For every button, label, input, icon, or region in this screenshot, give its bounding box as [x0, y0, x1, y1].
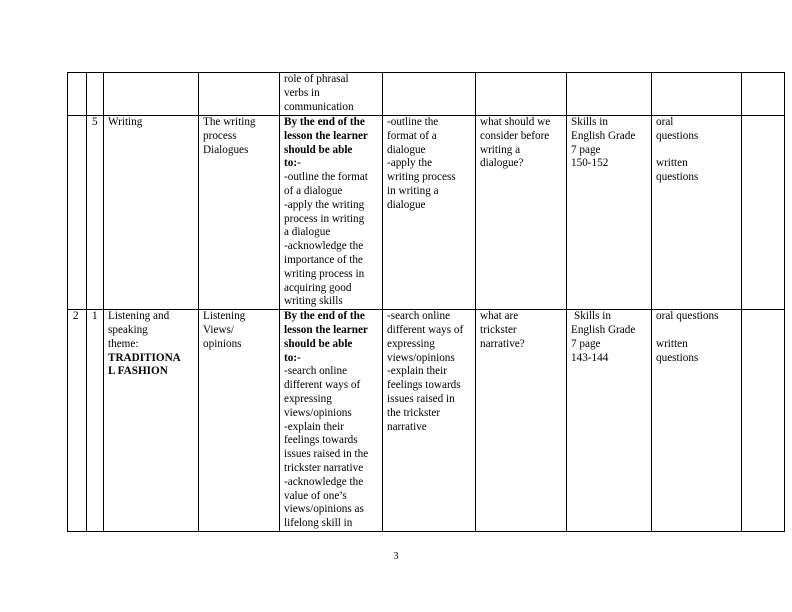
outcome-line: writing process in: [284, 267, 365, 280]
learning-experiences-cell: [383, 310, 476, 532]
inquiry-line: what should we: [480, 116, 551, 128]
learning-experiences-cell: [383, 73, 476, 116]
week-cell: [68, 73, 87, 116]
assessment-cell: [652, 116, 742, 310]
strand-cell: [104, 116, 199, 310]
table-row: [68, 310, 785, 532]
outcome-line: different ways of: [284, 379, 361, 392]
experience-line: the trickster: [387, 406, 441, 419]
experience-line: format of a: [387, 129, 437, 142]
assessment-line: oral: [656, 116, 674, 128]
inquiry-question-cell: [476, 310, 567, 532]
assessment-line: oral questions: [656, 310, 719, 323]
experience-line: -search online: [387, 310, 451, 323]
lesson-cell: [87, 73, 104, 116]
lesson-cell: [87, 310, 104, 532]
assessment-line: written: [656, 337, 688, 350]
learning-outcomes-cell: [280, 73, 383, 116]
sub-strand-line: opinions: [203, 337, 242, 350]
lesson-cell: [87, 116, 104, 310]
sub-strand-cell: [199, 73, 280, 116]
sub-strand-cell: [199, 116, 280, 310]
strand-line: Listening and: [108, 310, 170, 323]
lesson-number: 5: [92, 116, 98, 128]
outcome-line: acquiring good: [284, 281, 352, 294]
outcome-line: expressing: [284, 392, 332, 405]
theme-line: L FASHION: [108, 365, 168, 378]
outcome-line: -outline the format: [284, 171, 368, 184]
assessment-line: written: [656, 157, 688, 170]
assessment-cell: [652, 310, 742, 532]
assessment-line: questions: [656, 129, 699, 142]
resource-line: 143-144: [571, 351, 609, 364]
experience-line: in writing a: [387, 184, 439, 197]
outcome-line: issues raised in the: [284, 448, 369, 461]
resource-line: Skills in: [574, 310, 611, 323]
outcome-line: -apply the writing: [284, 198, 365, 211]
remarks-cell: [742, 310, 785, 532]
outcome-line: -explain their: [284, 420, 344, 433]
outcome-intro-line: to:-: [284, 157, 301, 170]
strand-line: Writing: [108, 116, 143, 128]
inquiry-line: consider before: [480, 129, 550, 142]
week-cell: [68, 310, 87, 532]
learning-resources-cell: [567, 310, 652, 532]
inquiry-question-cell: [476, 73, 567, 116]
table-row: [68, 116, 785, 310]
remarks-cell: [742, 73, 785, 116]
resource-line: Skills in: [571, 116, 608, 128]
week-cell: [68, 116, 87, 310]
learning-outcomes-cell: [280, 310, 383, 532]
outcome-line: importance of the: [284, 253, 363, 266]
outcome-intro-line: lesson the learner: [284, 323, 368, 336]
sub-strand-line: Views/: [203, 323, 235, 336]
scheme-of-work-table: [67, 72, 785, 532]
inquiry-line: narrative?: [480, 337, 525, 350]
sub-strand-line: Listening: [203, 310, 246, 323]
experience-line: feelings towards: [387, 379, 461, 392]
strand-cell: [104, 73, 199, 116]
inquiry-line: trickster: [480, 323, 517, 336]
learning-resources-cell: [567, 116, 652, 310]
assessment-cell: [652, 73, 742, 116]
outcome-line: process in writing: [284, 212, 365, 225]
outcome-line: verbs in: [284, 86, 320, 99]
spacer: [656, 324, 737, 338]
experience-line: dialogue: [387, 143, 426, 156]
experience-line: different ways of: [387, 323, 464, 336]
outcome-intro-line: should be able: [284, 143, 353, 156]
inquiry-line: what are: [480, 310, 519, 323]
outcome-line: of a dialogue: [284, 184, 343, 197]
assessment-line: questions: [656, 351, 699, 364]
outcome-line: -acknowledge the: [284, 240, 364, 253]
lesson-number: 1: [92, 310, 98, 323]
outcome-line: trickster narrative: [284, 461, 364, 474]
learning-outcomes-cell: [280, 116, 383, 310]
page-number: 3: [393, 551, 399, 562]
outcome-intro-line: By the end of the: [284, 310, 365, 323]
resource-line: 150-152: [571, 157, 609, 170]
outcome-intro-line: lesson the learner: [284, 129, 368, 142]
sub-strand-line: Dialogues: [203, 143, 249, 156]
outcome-intro-line: to:-: [284, 351, 301, 364]
sub-strand-cell: [199, 310, 280, 532]
experience-line: narrative: [387, 420, 427, 433]
resource-line: 7 page: [571, 143, 601, 156]
outcome-line: views/opinions: [284, 406, 352, 419]
strand-line: speaking: [108, 323, 148, 336]
outcome-line: value of one’s: [284, 489, 347, 502]
experience-line: -outline the: [387, 116, 439, 128]
experience-line: expressing: [387, 337, 435, 350]
inquiry-line: dialogue?: [480, 157, 524, 170]
theme-line: TRADITIONA: [108, 351, 181, 364]
outcome-intro-line: should be able: [284, 337, 353, 350]
sub-strand-line: process: [203, 129, 237, 142]
outcome-line: role of phrasal: [284, 73, 349, 85]
outcome-line: writing skills: [284, 295, 343, 308]
learning-experiences-cell: [383, 116, 476, 310]
strand-line: theme:: [108, 337, 139, 350]
remarks-cell: [742, 116, 785, 310]
outcome-line: a dialogue: [284, 226, 331, 239]
experience-line: views/opinions: [387, 351, 455, 364]
learning-resources-cell: [567, 73, 652, 116]
strand-cell: [104, 310, 199, 532]
spacer: [656, 144, 737, 158]
experience-line: writing process: [387, 171, 456, 184]
sub-strand-line: The writing: [203, 116, 256, 128]
assessment-line: questions: [656, 171, 699, 184]
experience-line: -apply the: [387, 157, 433, 170]
resource-line: English Grade: [571, 323, 636, 336]
outcome-line: feelings towards: [284, 434, 358, 447]
inquiry-question-cell: [476, 116, 567, 310]
outcome-intro-line: By the end of the: [284, 116, 365, 128]
inquiry-line: writing a: [480, 143, 521, 156]
resource-line: English Grade: [571, 129, 636, 142]
experience-line: issues raised in: [387, 392, 455, 405]
week-number: 2: [73, 310, 79, 323]
experience-line: -explain their: [387, 365, 447, 378]
outcome-line: lifelong skill in: [284, 517, 353, 530]
experience-line: dialogue: [387, 198, 426, 211]
resource-line: 7 page: [571, 337, 601, 350]
outcome-line: -search online: [284, 365, 348, 378]
outcome-line: communication: [284, 100, 354, 113]
outcome-line: views/opinions as: [284, 503, 364, 516]
table-row: [68, 73, 785, 116]
outcome-line: -acknowledge the: [284, 475, 364, 488]
